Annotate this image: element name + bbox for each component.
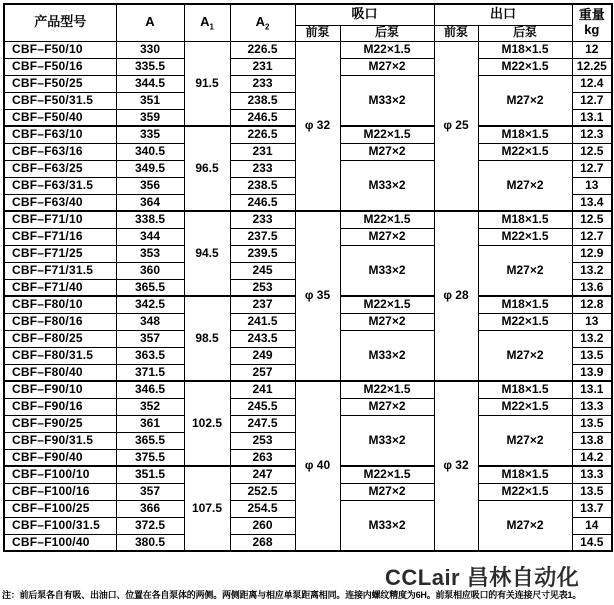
cell-model: CBF–F80/31.5: [4, 347, 116, 364]
cell-outlet-front: φ 32: [434, 381, 478, 551]
col-header-suction: 吸口: [295, 4, 434, 25]
cell-outlet-rear: M18×1.5: [478, 211, 572, 228]
cell-outlet-front: φ 25: [434, 41, 478, 211]
cell-a2: 237: [230, 296, 295, 313]
cell-suction-rear: M27×2: [340, 483, 434, 500]
cell-a1: 94.5: [184, 211, 230, 296]
cell-outlet-rear: M22×1.5: [478, 313, 572, 330]
cell-model: CBF–F90/25: [4, 415, 116, 432]
cell-model: CBF–F90/16: [4, 398, 116, 415]
cell-model: CBF–F90/31.5: [4, 432, 116, 449]
cell-model: CBF–F63/16: [4, 143, 116, 160]
cell-a2: 257: [230, 364, 295, 381]
cell-a2: 245.5: [230, 398, 295, 415]
cell-a: 335.5: [116, 58, 184, 75]
col-header-a2: [230, 4, 295, 41]
cell-suction-rear: M22×1.5: [340, 296, 434, 313]
cell-a: 338.5: [116, 211, 184, 228]
cell-weight: 13.5: [572, 415, 612, 432]
cell-a: 365.5: [116, 432, 184, 449]
cell-a: 344: [116, 228, 184, 245]
cell-outlet-rear: M18×1.5: [478, 296, 572, 313]
spec-table-header: [4, 4, 612, 41]
spec-table-body: [4, 41, 612, 551]
cell-model: CBF–F90/10: [4, 381, 116, 398]
cell-weight: 13.1: [572, 109, 612, 126]
cell-a: 356: [116, 177, 184, 194]
cell-suction-front: φ 40: [295, 381, 340, 551]
cell-a2: 241: [230, 381, 295, 398]
cell-weight: 12.4: [572, 75, 612, 92]
weight-unit: kg: [584, 21, 600, 37]
cell-weight: 13: [572, 177, 612, 194]
cell-suction-rear: M27×2: [340, 313, 434, 330]
cell-a: 366: [116, 500, 184, 517]
cell-weight: 13.6: [572, 279, 612, 296]
cell-weight: 13.9: [572, 364, 612, 381]
cell-model: CBF–F100/16: [4, 483, 116, 500]
cell-suction-rear: M33×2: [340, 330, 434, 381]
cell-outlet-rear: M27×2: [478, 500, 572, 551]
cell-a2: 239.5: [230, 245, 295, 262]
a2-subscript: 2: [264, 23, 270, 33]
table-row: [4, 381, 612, 398]
a1-base: A: [200, 14, 210, 30]
cell-a2: 226.5: [230, 126, 295, 143]
cell-weight: 13.1: [572, 381, 612, 398]
cell-a2: 253: [230, 432, 295, 449]
cell-weight: 12.5: [572, 143, 612, 160]
cell-model: CBF–F90/40: [4, 449, 116, 466]
cell-a: 348: [116, 313, 184, 330]
cell-a: 349.5: [116, 160, 184, 177]
cell-weight: 12.25: [572, 58, 612, 75]
cell-a2: 247: [230, 466, 295, 483]
cell-suction-front: φ 35: [295, 211, 340, 381]
cell-weight: 13.3: [572, 398, 612, 415]
cell-a2: 268: [230, 534, 295, 551]
cell-model: CBF–F50/10: [4, 41, 116, 58]
cell-a2: 233: [230, 75, 295, 92]
cell-weight: 13.2: [572, 262, 612, 279]
cell-suction-rear: M33×2: [340, 75, 434, 126]
cell-weight: 12.7: [572, 92, 612, 109]
cell-outlet-rear: M27×2: [478, 160, 572, 211]
cell-weight: 12.3: [572, 126, 612, 143]
cell-model: CBF–F63/40: [4, 194, 116, 211]
cell-model: CBF–F100/10: [4, 466, 116, 483]
cell-model: CBF–F80/25: [4, 330, 116, 347]
cell-a: 330: [116, 41, 184, 58]
cell-weight: 13.3: [572, 466, 612, 483]
cell-a: 375.5: [116, 449, 184, 466]
cell-a: 335: [116, 126, 184, 143]
cell-a2: 246.5: [230, 194, 295, 211]
cell-suction-rear: M22×1.5: [340, 466, 434, 483]
cell-model: CBF–F100/25: [4, 500, 116, 517]
cell-weight: 13.8: [572, 432, 612, 449]
cell-a2: 233: [230, 160, 295, 177]
col-header-suction-rear: 后泵: [340, 25, 434, 41]
col-header-outlet-rear: 后泵: [478, 25, 572, 41]
cell-a2: 246.5: [230, 109, 295, 126]
cell-a: 352: [116, 398, 184, 415]
cell-model: CBF–F100/31.5: [4, 517, 116, 534]
cell-a2: 237.5: [230, 228, 295, 245]
cell-weight: 12.7: [572, 228, 612, 245]
cell-suction-rear: M27×2: [340, 58, 434, 75]
cell-a2: 254.5: [230, 500, 295, 517]
cell-suction-rear: M33×2: [340, 500, 434, 551]
cell-outlet-rear: M22×1.5: [478, 143, 572, 160]
col-header-outlet: 出口: [434, 4, 572, 25]
cell-a1: 98.5: [184, 296, 230, 381]
cell-model: CBF–F50/31.5: [4, 92, 116, 109]
a2-base: A: [255, 14, 265, 30]
cell-a: 360: [116, 262, 184, 279]
cell-outlet-rear: M22×1.5: [478, 58, 572, 75]
cell-suction-rear: M22×1.5: [340, 126, 434, 143]
cell-suction-rear: M27×2: [340, 228, 434, 245]
cell-weight: 13.5: [572, 347, 612, 364]
cell-outlet-rear: M18×1.5: [478, 381, 572, 398]
cell-a2: 238.5: [230, 92, 295, 109]
cell-a: 361: [116, 415, 184, 432]
cell-weight: 14.5: [572, 534, 612, 551]
cell-model: CBF–F71/40: [4, 279, 116, 296]
cell-a: 380.5: [116, 534, 184, 551]
col-header-a1: [184, 4, 230, 41]
cell-outlet-rear: M18×1.5: [478, 126, 572, 143]
cell-a: 344.5: [116, 75, 184, 92]
cell-weight: 12.9: [572, 245, 612, 262]
cell-model: CBF–F71/10: [4, 211, 116, 228]
cell-suction-rear: M22×1.5: [340, 211, 434, 228]
cell-a1: 96.5: [184, 126, 230, 211]
col-header-a: A: [116, 4, 184, 41]
cell-a: 365.5: [116, 279, 184, 296]
cell-a: 342.5: [116, 296, 184, 313]
cell-a1: 91.5: [184, 41, 230, 126]
cell-outlet-rear: M27×2: [478, 245, 572, 296]
cell-weight: 12.8: [572, 296, 612, 313]
cell-a: 353: [116, 245, 184, 262]
col-header-model: 产品型号: [4, 4, 116, 41]
cell-outlet-rear: M18×1.5: [478, 466, 572, 483]
cell-a: 359: [116, 109, 184, 126]
a1-subscript: 1: [209, 23, 214, 33]
col-header-weight: [572, 4, 612, 41]
cell-suction-rear: M33×2: [340, 160, 434, 211]
col-header-suction-front: 前泵: [295, 25, 340, 41]
footer-note: 注：前后泵各自有吸、出油口、位置在各自泵体的两侧。两侧距离与相应单泵距离相同。连接内螺纹精度为6H。前泵相应吸口的有关连接尺寸见表1。: [2, 590, 582, 600]
cell-a2: 243.5: [230, 330, 295, 347]
cell-a2: 231: [230, 143, 295, 160]
cell-outlet-rear: M22×1.5: [478, 228, 572, 245]
cell-a: 351.5: [116, 466, 184, 483]
cell-model: CBF–F80/40: [4, 364, 116, 381]
cell-weight: 13.2: [572, 330, 612, 347]
cell-model: CBF–F63/31.5: [4, 177, 116, 194]
cell-outlet-rear: M27×2: [478, 75, 572, 126]
weight-label: 重量: [578, 7, 605, 23]
cell-outlet-rear: M27×2: [478, 330, 572, 381]
cell-suction-front: φ 32: [295, 41, 340, 211]
cell-outlet-rear: M22×1.5: [478, 398, 572, 415]
cell-suction-rear: M33×2: [340, 415, 434, 466]
cell-a2: 249: [230, 347, 295, 364]
cell-suction-rear: M22×1.5: [340, 41, 434, 58]
cell-a: 364: [116, 194, 184, 211]
cell-a: 363.5: [116, 347, 184, 364]
cell-a: 372.5: [116, 517, 184, 534]
cell-suction-rear: M27×2: [340, 143, 434, 160]
cell-a2: 238.5: [230, 177, 295, 194]
cell-a2: 247.5: [230, 415, 295, 432]
watermark: CCLair 昌林自动化: [385, 565, 580, 590]
cell-a2: 260: [230, 517, 295, 534]
cell-a2: 233: [230, 211, 295, 228]
cell-weight: 12.7: [572, 160, 612, 177]
spec-table: [3, 3, 613, 552]
cell-a: 340.5: [116, 143, 184, 160]
cell-suction-rear: M27×2: [340, 398, 434, 415]
cell-weight: 12: [572, 41, 612, 58]
cell-a: 357: [116, 330, 184, 347]
cell-outlet-rear: M18×1.5: [478, 41, 572, 58]
cell-a2: 245: [230, 262, 295, 279]
cell-model: CBF–F71/31.5: [4, 262, 116, 279]
cell-a1: 107.5: [184, 466, 230, 551]
cell-model: CBF–F63/10: [4, 126, 116, 143]
col-header-outlet-front: 前泵: [434, 25, 478, 41]
cell-model: CBF–F50/40: [4, 109, 116, 126]
cell-weight: 12.5: [572, 211, 612, 228]
cell-a2: 241.5: [230, 313, 295, 330]
cell-a2: 253: [230, 279, 295, 296]
cell-a1: 102.5: [184, 381, 230, 466]
cell-a: 371.5: [116, 364, 184, 381]
cell-suction-rear: M33×2: [340, 245, 434, 296]
cell-a: 346.5: [116, 381, 184, 398]
cell-a2: 231: [230, 58, 295, 75]
cell-a2: 226.5: [230, 41, 295, 58]
cell-outlet-front: φ 28: [434, 211, 478, 381]
cell-suction-rear: M22×1.5: [340, 381, 434, 398]
cell-model: CBF–F100/40: [4, 534, 116, 551]
cell-outlet-rear: M22×1.5: [478, 483, 572, 500]
cell-a2: 263: [230, 449, 295, 466]
cell-model: CBF–F71/25: [4, 245, 116, 262]
cell-model: CBF–F63/25: [4, 160, 116, 177]
cell-weight: 14: [572, 517, 612, 534]
cell-outlet-rear: M27×2: [478, 415, 572, 466]
cell-model: CBF–F50/16: [4, 58, 116, 75]
cell-a: 351: [116, 92, 184, 109]
cell-model: CBF–F80/16: [4, 313, 116, 330]
table-row: [4, 41, 612, 58]
cell-model: CBF–F50/25: [4, 75, 116, 92]
cell-model: CBF–F71/16: [4, 228, 116, 245]
cell-weight: 14.2: [572, 449, 612, 466]
cell-weight: 13.4: [572, 194, 612, 211]
cell-weight: 13: [572, 313, 612, 330]
cell-a: 357: [116, 483, 184, 500]
cell-a2: 252.5: [230, 483, 295, 500]
table-row: [4, 211, 612, 228]
cell-model: CBF–F80/10: [4, 296, 116, 313]
cell-weight: 13.7: [572, 500, 612, 517]
cell-weight: 13.5: [572, 483, 612, 500]
